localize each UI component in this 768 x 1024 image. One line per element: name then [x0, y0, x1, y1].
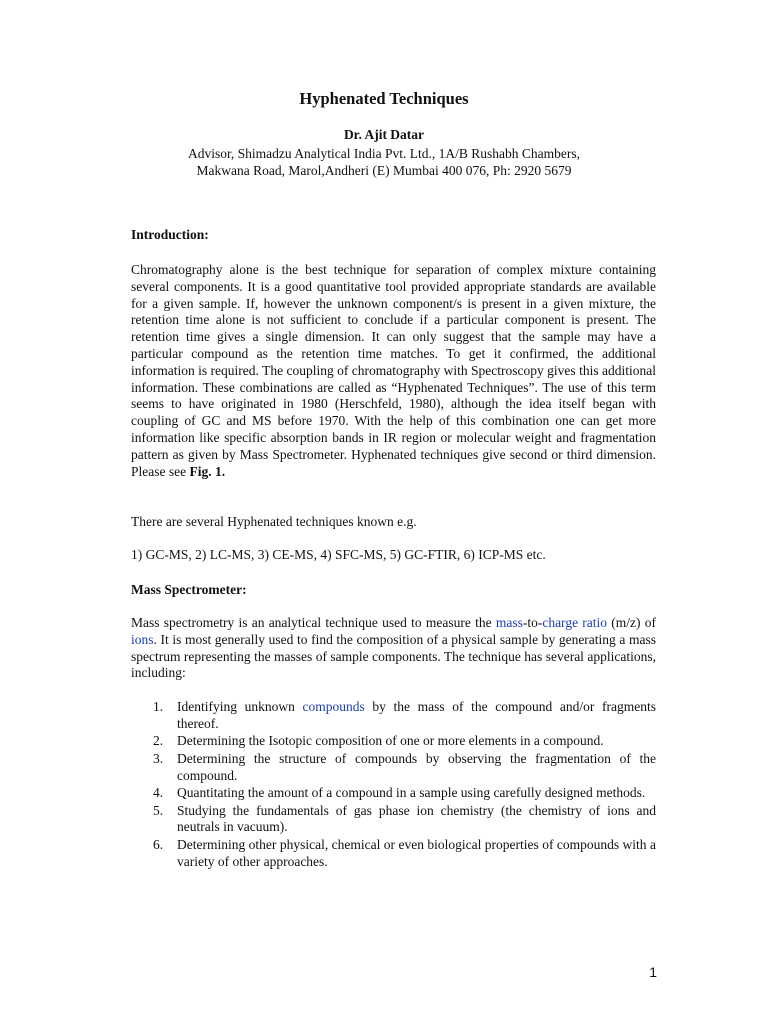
ms-text-3: . It is most generally used to find the composition of a physical sample by generating a mass spectrum representing the masses of sample components. The technique has several applications, including:: [131, 631, 656, 681]
ms-text-2: (m/z) of: [607, 615, 657, 630]
ms-text-1: Mass spectrometry is an analytical technique used to measure the: [131, 615, 496, 630]
list-item: 3. Determining the structure of compounds by observing the fragmentation of the compound.: [153, 750, 656, 783]
affiliation-line-2: Makwana Road, Marol,Andheri (E) Mumbai 400 076, Ph: 2920 5679: [196, 163, 572, 178]
techniques-list: 1) GC-MS, 2) LC-MS, 3) CE-MS, 4) SFC-MS, 5) GC-FTIR, 6) ICP-MS etc.: [131, 547, 546, 562]
ions-link[interactable]: ions: [131, 631, 154, 647]
introduction-heading: Introduction:: [131, 227, 209, 242]
mass-link[interactable]: mass: [495, 615, 523, 630]
applications-list-container: [131, 699, 656, 871]
list-item: 5. Studying the fundamentals of gas phase ion chemistry (the chemistry of ions and neutrals in vacuum).: [153, 802, 656, 835]
document-title: Hyphenated Techniques: [299, 89, 469, 108]
ms-dash: -to-: [522, 615, 543, 630]
list-item: 1. Identifying unknown compounds by the mass of the compound and/or fragments thereof.: [153, 699, 656, 731]
applications-list: [131, 699, 656, 870]
mass-spectrometer-heading: Mass Spectrometer:: [131, 582, 247, 597]
mass-spectrometry-paragraph: [131, 615, 656, 682]
list-item: 6. Determining other physical, chemical or even biological properties of compounds with a variety of other approaches.: [153, 836, 656, 869]
affiliation-line-1: Advisor, Shimadzu Analytical India Pvt. Ltd., 1A/B Rushabh Chambers,: [187, 146, 581, 161]
introduction-text: Chromatography alone is the best technique for separation of complex mixture containing several components. It is a good quantitative tool provided appropriate standards are available for a given sample. If, however the unknown component/s is present in a given mixture, the retention time alone is not sufficient to conclude if a particular component is present. The retention time gives a single dimension. It can only suggest that the sample may have a particular compound as the retention time matches. To get it confirmed, the additional information is required. The coupling of chromatography with Spectroscopy gives this additional information. These combinations are called as “Hyphenated Techniques”. The use of this term seems to have originated in 1980 (Herschfeld, 1980), although the idea itself began with coupling of GC and MS before 1970. With the help of this combination one can get more information like specific absorption bands in IR region or molecular weight and fragmentation pattern as given by Mass Spectrometer. Hyphenated techniques give second or third dimension. Please see: [131, 262, 656, 479]
list-item: 4. Quantitating the amount of a compound in a sample using carefully designed methods.: [153, 785, 646, 801]
techniques-intro: There are several Hyphenated techniques known e.g.: [131, 514, 417, 529]
author-name: Dr. Ajit Datar: [343, 127, 425, 142]
introduction-paragraph: [131, 262, 656, 480]
charge-ratio-link[interactable]: charge ratio: [542, 615, 608, 630]
compounds-link[interactable]: compounds: [302, 699, 365, 714]
figure-reference: Fig. 1.: [189, 463, 226, 479]
page-number: 1: [649, 964, 657, 980]
list-item: 2. Determining the Isotopic composition of one or more elements in a compound.: [153, 733, 604, 749]
